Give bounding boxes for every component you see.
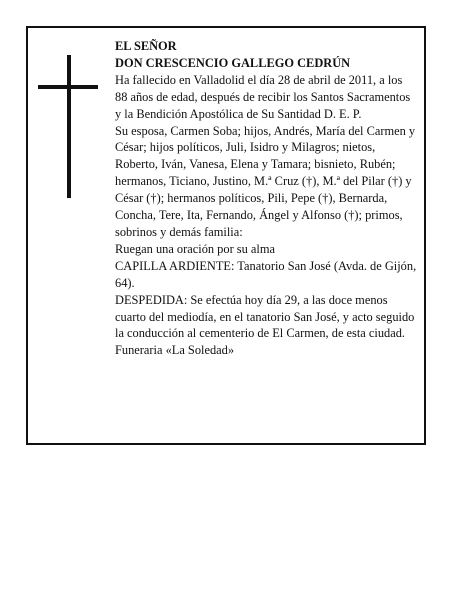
funeral-home: Funeraria «La Soledad» <box>115 343 235 358</box>
notice-text <box>115 38 417 359</box>
cross-vertical-bar <box>67 55 71 198</box>
chapel-info: CAPILLA ARDIENTE: Tanatorio San José (Avda. de Gijón, 64). <box>115 258 417 290</box>
cross-horizontal-bar <box>38 85 98 89</box>
notice-title: EL SEÑOR <box>115 39 177 53</box>
deceased-name: DON CRESCENCIO GALLEGO CEDRÚN <box>115 55 351 70</box>
family-list: Su esposa, Carmen Soba; hijos, Andrés, María del Carmen y César; hijos políticos, Juli, Isidro y Milagros; nietos, Roberto, Iván, Vanesa, Elena y Tamara; bisnieto, Rubén; hermanos, Ticiano, Justino, M.ª Cruz (†), M.ª del Pilar (†) y César (†); hermanos políticos, Pili, Pepe (†), Bernarda, Concha, Tere, Ita, Fernando, Ángel y Alfonso (†); primos, sobrinos y demás familia: <box>115 123 416 239</box>
obituary-notice <box>26 26 426 445</box>
prayer-request: Ruegan una oración por su alma <box>115 241 275 256</box>
death-info: Ha fallecido en Valladolid el día 28 de abril de 2011, a los 88 años de edad, después de recibir los Santos Sacramentos y la Bendición Apostólica de Su Santidad D. E. P. <box>115 72 411 121</box>
farewell-info: DESPEDIDA: Se efectúa hoy día 29, a las doce menos cuarto del mediodía, en el tanatorio San José, y acto seguido la conducción al cementerio de El Carmen, de esta ciudad. <box>115 292 415 341</box>
